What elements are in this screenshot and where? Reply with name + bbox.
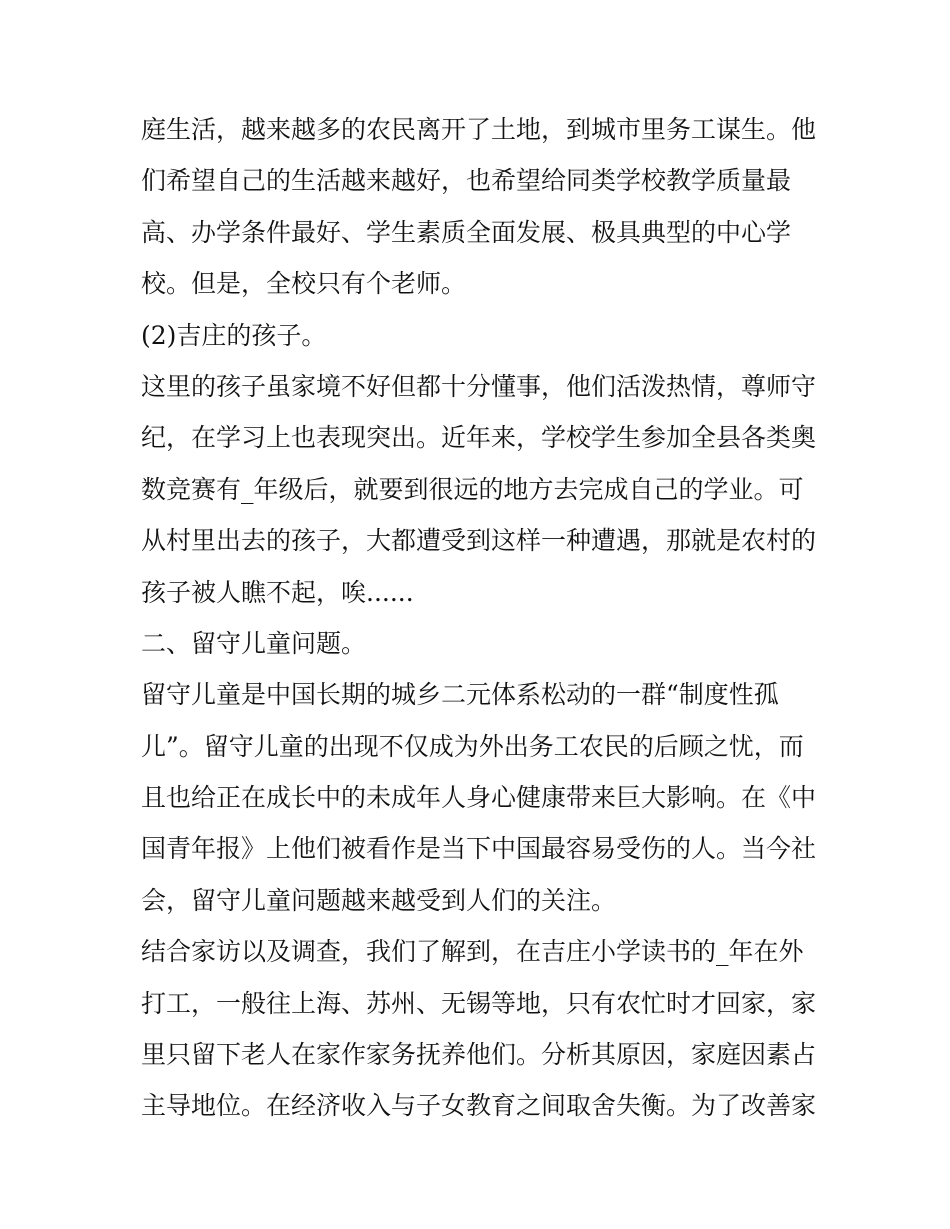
text-line: 且也给正在成长中的未成年人身心健康带来巨大影响。在《中	[141, 783, 817, 813]
text-line: 们希望自己的生活越来越好，也希望给同类学校教学质量最	[141, 166, 792, 196]
text-line: 打工，一般往上海、苏州、无锡等地，只有农忙时才回家，家	[141, 988, 817, 1018]
text-line: 从村里出去的孩子，大都遭受到这样一种遭遇，那就是农村的	[141, 526, 817, 556]
body-text	[141, 104, 821, 1132]
text-line: 校。但是，全校只有个老师。	[141, 269, 467, 299]
section-heading: 二、留守儿童问题。	[141, 628, 367, 658]
text-line: 结合家访以及调查，我们了解到，在吉庄小学读书的_年在外	[141, 937, 804, 967]
text-line: 儿”。留守儿童的出现不仅成为外出务工农民的后顾之忧，而	[141, 731, 804, 761]
text-line: 高、办学条件最好、学生素质全面发展、极具典型的中心学	[141, 217, 792, 247]
text-line: 孩子被人瞧不起，唉......	[141, 577, 414, 607]
section-subheading: (2)吉庄的孩子。	[141, 320, 327, 350]
text-line: 会，留守儿童问题越来越受到人们的关注。	[141, 885, 617, 915]
text-line: 庭生活，越来越多的农民离开了土地，到城市里务工谋生。他	[141, 115, 817, 144]
text-line: 数竞赛有_年级后，就要到很远的地方去完成自己的学业。可	[141, 474, 804, 504]
text-line: 国青年报》上他们被看作是当下中国最容易受伤的人。当今社	[141, 834, 817, 864]
text-line: 纪，在学习上也表现突出。近年来，学校学生参加全县各类奥	[141, 423, 817, 453]
text-line: 里只留下老人在家作家务抚养他们。分析其原因，家庭因素占	[141, 1040, 817, 1070]
text-line: 主导地位。在经济收入与子女教育之间取舍失衡。为了改善家	[141, 1091, 817, 1121]
text-line: 这里的孩子虽家境不好但都十分懂事，他们活泼热情，尊师守	[141, 371, 817, 401]
text-line: 留守儿童是中国长期的城乡二元体系松动的一群“制度性孤	[141, 680, 779, 710]
